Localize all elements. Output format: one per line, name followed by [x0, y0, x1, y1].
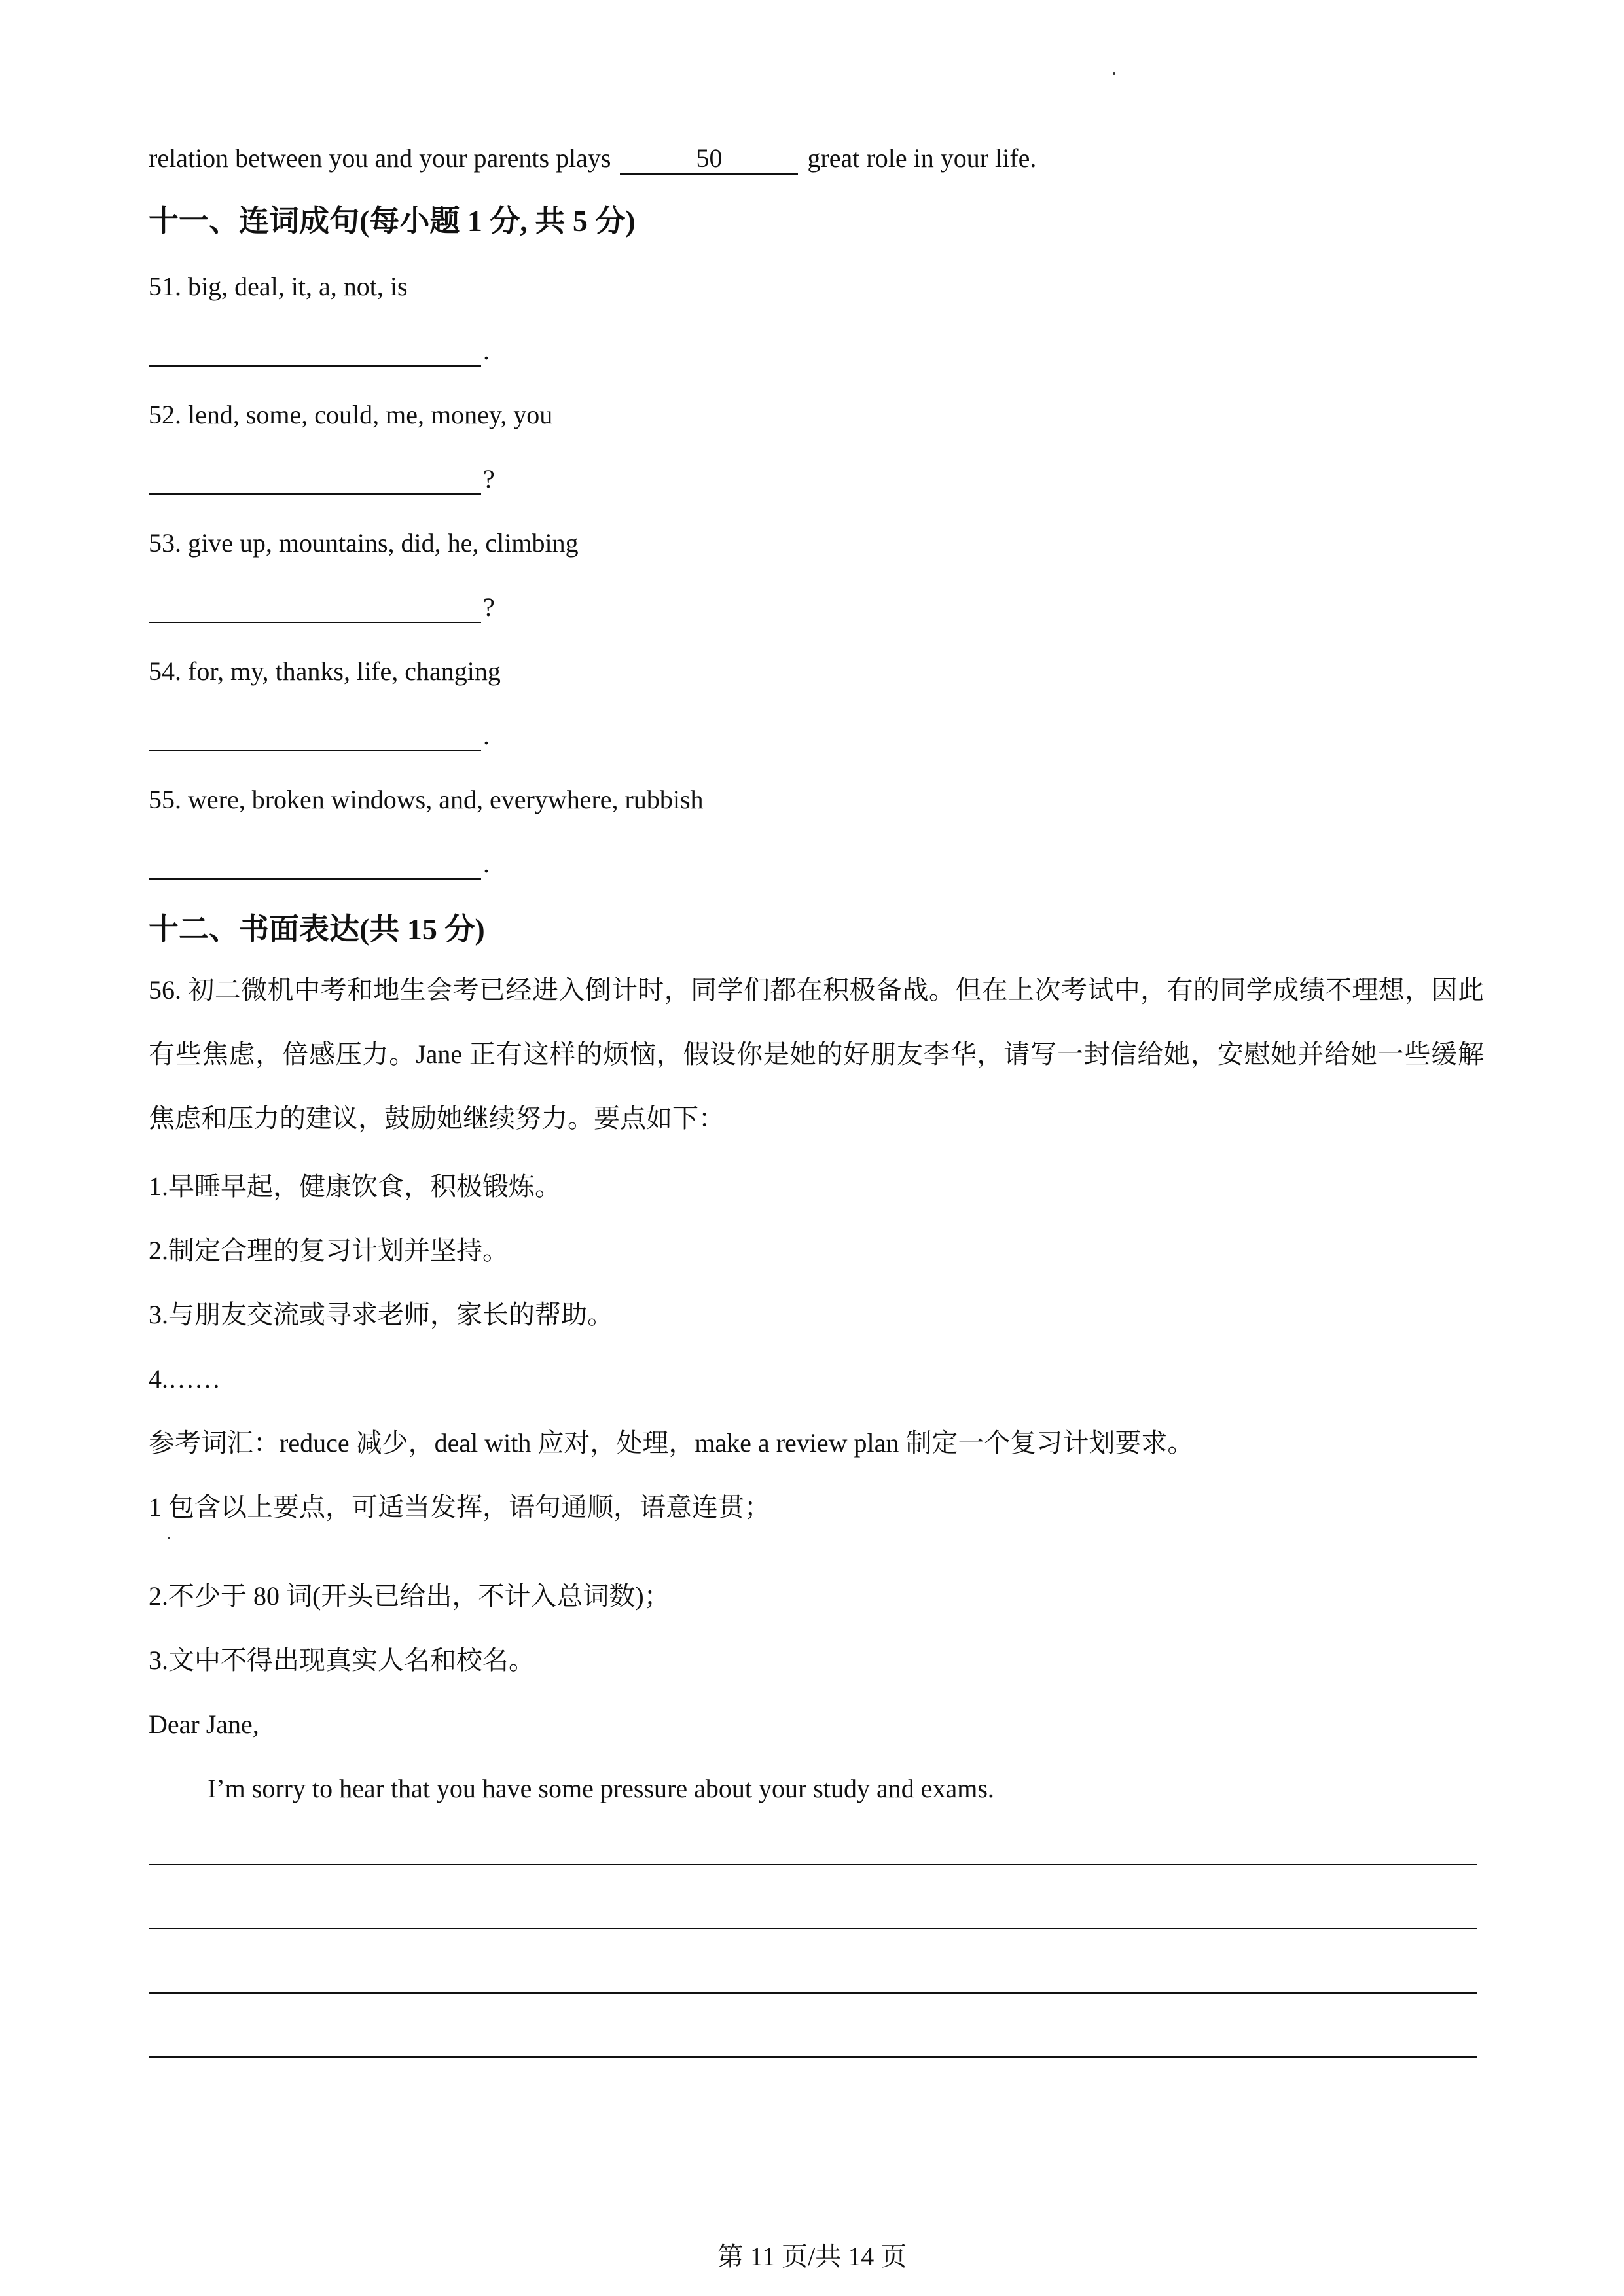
cloze-blank-50: 50 [620, 143, 798, 175]
section-12-heading: 十二、书面表达(共 15 分) [149, 912, 485, 946]
point-3: 3.与朋友交流或寻求老师，家长的帮助。 [149, 1300, 613, 1329]
requirement-3: 3.文中不得出现真实人名和校名。 [149, 1645, 535, 1675]
question-54-prompt: 54. for, my, thanks, life, changing [149, 656, 501, 686]
answer-end-52: ? [483, 464, 495, 493]
requirement-2: 2.不少于 80 词(开头已给出，不计入总词数)； [149, 1581, 670, 1611]
question-52-prompt: 52. lend, some, could, me, money, you [149, 400, 553, 429]
writing-line-4[interactable] [149, 2056, 1477, 2058]
answer-line-55[interactable] [149, 878, 481, 880]
question-53-prompt: 53. give up, mountains, did, he, climbing [149, 528, 579, 558]
page-footer: 第 11 页/共 14 页 [717, 2242, 907, 2271]
answer-line-54[interactable] [149, 750, 481, 751]
section-11-heading: 十一、连词成句(每小题 1 分, 共 5 分) [149, 204, 636, 238]
writing-line-2[interactable] [149, 1928, 1477, 1929]
question-51-prompt: 51. big, deal, it, a, not, is [149, 272, 408, 301]
question-55-prompt: 55. were, broken windows, and, everywhere, rubbish [149, 785, 704, 814]
answer-end-51: . [483, 336, 490, 365]
writing-line-1[interactable] [149, 1864, 1477, 1865]
writing-line-3[interactable] [149, 1992, 1477, 1994]
answer-line-52[interactable] [149, 493, 481, 495]
cloze-continuation: relation between you and your parents plays 50 great role in your life. [149, 140, 1036, 177]
reference-vocabulary: 参考词汇：reduce 减少，deal with 应对，处理，make a review plan 制定一个复习计划要求。 [149, 1428, 1194, 1458]
answer-line-53[interactable] [149, 622, 481, 623]
answer-end-53: ? [483, 592, 495, 622]
scan-dot [168, 1537, 170, 1539]
letter-salutation: Dear Jane, [149, 1710, 259, 1739]
writing-task-prompt: 56. 初二微机中考和地生会考已经进入倒计时，同学们都在积极备战。但在上次考试中，有的同学成绩不理想，因此有些焦虑，倍感压力。Jane 正有这样的烦恼，假设你是她的好朋友李华，请写一封信给她，安慰她并给她一些缓解焦虑和压力的建议，鼓励她继续努力。要点如下： [149, 975, 1484, 1133]
point-4: 4.…… [149, 1364, 221, 1393]
point-2: 2.制定合理的复习计划并坚持。 [149, 1236, 509, 1265]
answer-line-51[interactable] [149, 365, 481, 367]
answer-end-54: . [483, 721, 490, 750]
answer-end-55: . [483, 849, 490, 878]
letter-opening: I’m sorry to hear that you have some pressure about your study and exams. [208, 1774, 994, 1803]
point-1: 1.早睡早起，健康饮食，积极锻炼。 [149, 1172, 561, 1201]
requirement-1: 1 包含以上要点，可适当发挥，语句通顺，语意连贯； [149, 1492, 770, 1522]
scan-dot [1113, 72, 1115, 75]
